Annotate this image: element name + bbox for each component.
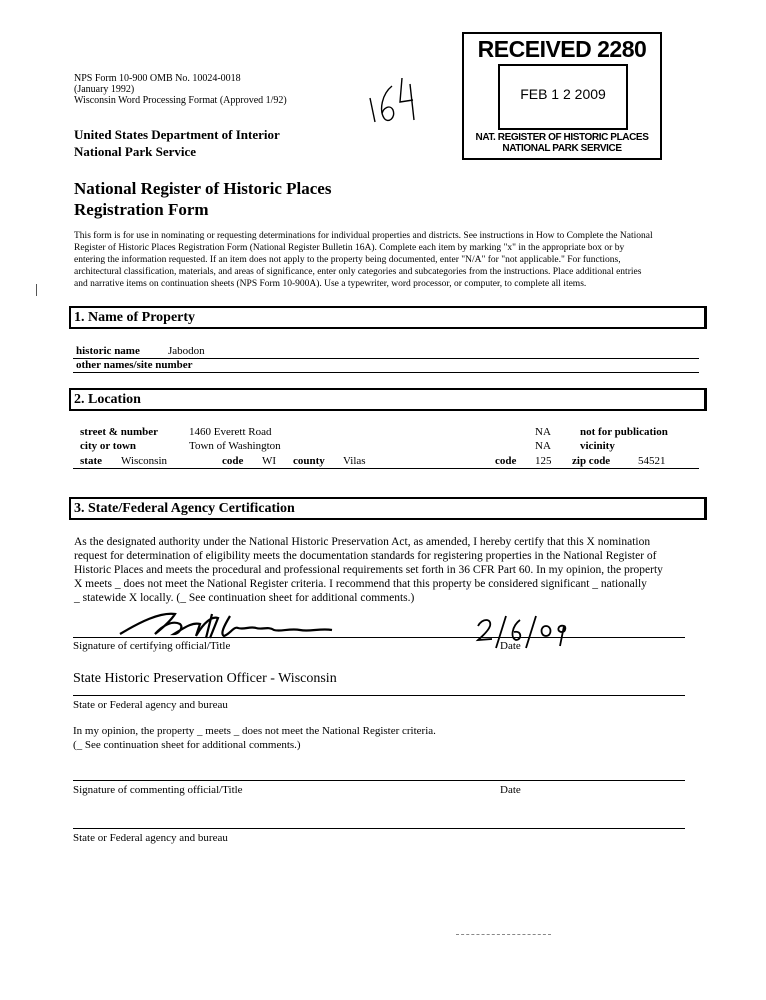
state-code-value: WI [262,455,277,467]
certification-line: Historic Places and meets the procedural and professional requirements set forth in 36 CFR Part 60. In my opinion, the property [74,564,663,576]
section2-heading: 2. Location [69,388,707,411]
historic-name-value: Jabodon [168,345,205,357]
street-value: 1460 Everett Road [189,426,272,438]
street-label: street & number [80,426,158,438]
instruction-line: entering the information requested. If an item does not apply to the property being documented, enter "N/A" for "not applicable." For functions, [74,255,621,265]
not-for-publication-label: not for publication [580,426,668,438]
form-number: NPS Form 10-900 OMB No. 10024-0018 [74,73,241,84]
certification-line: request for determination of eligibility meets the documentation standards for registering properties in the National Register of [74,550,657,562]
instructions [74,230,704,290]
scan-artifact [456,934,551,935]
city-value: Town of Washington [189,440,281,452]
stamp-date-box [498,64,628,130]
instruction-line: and narrative items on continuation sheets (NPS Form 10-900A). Use a typewriter, word processor, or computer, to complete all items. [74,279,587,289]
certifying-signature [100,604,340,644]
commenting-signature-line [73,780,685,781]
divider [73,828,685,829]
county-label: county [293,455,325,467]
form-title: National Register of Historic Places [74,179,332,198]
dept-name: United States Department of Interior [74,127,280,142]
received-stamp [462,32,662,160]
city-label: city or town [80,440,137,452]
signature-label: Signature of certifying official/Title [73,640,231,652]
opinion-line: In my opinion, the property _ meets _ does not meet the National Register criteria. [73,725,436,737]
section1-heading: 1. Name of Property [69,306,707,329]
officer-title: State Historic Preservation Officer - Wisconsin [73,671,337,686]
instruction-line: architectural classification, materials, and areas of significance, enter only categories and subcategories from the instructions. Place additional entries [74,267,642,277]
state-code-label: code [222,455,244,467]
section3-heading: 3. State/Federal Agency Certification [69,497,707,520]
commenting-date-label: Date [500,784,521,796]
county-value: Vilas [343,455,366,467]
stamp-line2: NATIONAL PARK SERVICE [502,143,622,154]
vicinity-label: vicinity [580,440,615,452]
date-label: Date [500,640,521,652]
form-format: Wisconsin Word Processing Format (Approved 1/92) [74,95,287,106]
stamp-received: RECEIVED 2280 [477,36,647,62]
state-label: state [80,455,102,467]
form-date: (January 1992) [74,84,135,95]
stamp-date: FEB 1 2 2009 [520,86,606,102]
instruction-line: This form is for use in nominating or requesting determinations for individual properties and districts. See instructions in How to Complete the National [74,231,653,241]
divider [73,468,699,469]
divider [73,695,685,696]
certification-line: _ statewide X locally. (_ See continuation sheet for additional comments.) [74,592,415,604]
zip-label: zip code [572,455,611,467]
handwritten-number [366,72,418,126]
instruction-line: Register of Historic Places Registration Form (National Register Bulletin 16A). Complete each item by marking "x" in the appropriate box or by [74,243,625,253]
divider [73,372,699,373]
county-code-label: code [495,455,517,467]
stamp-line1: NAT. REGISTER OF HISTORIC PLACES [475,132,649,143]
other-names-label: other names/site number [76,359,193,371]
agency2-label: State or Federal agency and bureau [73,832,228,844]
city-na: NA [535,440,551,452]
county-code-value: 125 [535,455,552,467]
signature-line [73,637,685,638]
commenting-signature-label: Signature of commenting official/Title [73,784,243,796]
zip-value: 54521 [638,455,666,467]
state-value: Wisconsin [121,455,167,467]
certification-line: As the designated authority under the National Historic Preservation Act, as amended, I hereby certify that this X nomination [74,536,651,548]
margin-mark [36,284,38,296]
certification-paragraph [74,535,704,605]
handwritten-date [474,612,570,650]
opinion-note: (_ See continuation sheet for additional comments.) [73,739,301,751]
agency-label: State or Federal agency and bureau [73,699,228,711]
historic-name-label: historic name [76,345,140,357]
service-name: National Park Service [74,144,197,159]
certification-line: X meets _ does not meet the National Register criteria. I recommend that this property be considered significant _ nationally [74,578,647,590]
form-subtitle: Registration Form [74,200,209,219]
street-na: NA [535,426,551,438]
